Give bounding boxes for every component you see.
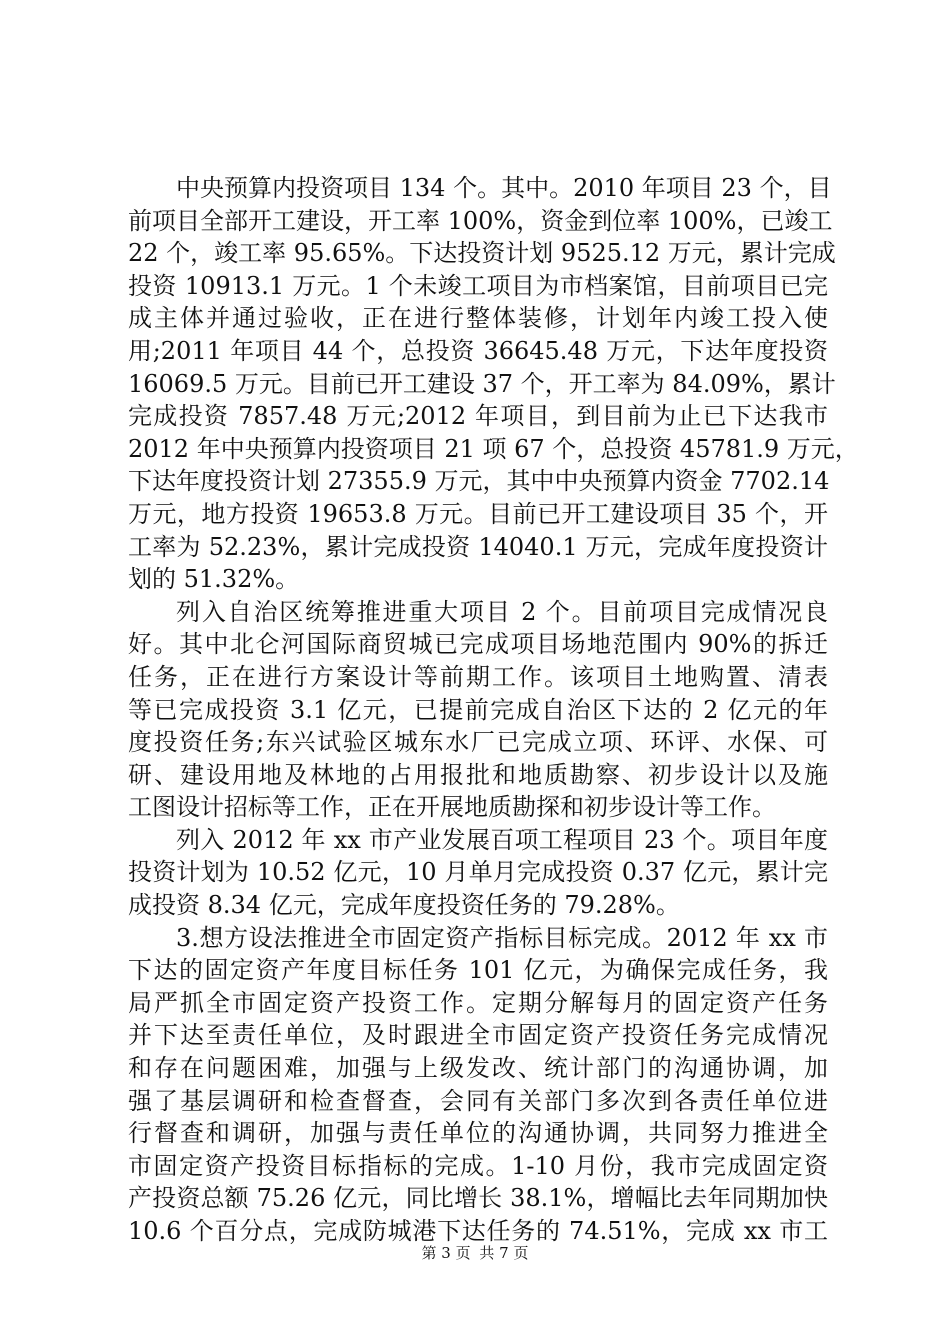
text-line: 下达年度投资计划 27355.9 万元，其中中央预算内资金 7702.14 — [128, 467, 830, 496]
text-line: 工率为 52.23%，累计完成投资 14040.1 万元，完成年度投资计 — [128, 532, 828, 561]
paragraph-fixed-assets — [128, 922, 828, 1248]
text-line: 等已完成投资 3.1 亿元，已提前完成自治区下达的 2 亿元的年 — [128, 695, 828, 724]
text-line: 成投资 8.34 亿元，完成年度投资任务的 79.28%。 — [128, 891, 680, 920]
paragraph-regional-projects — [128, 596, 828, 824]
text-line: 完成投资 7857.48 万元;2012 年项目，到目前为止已下达我市 — [128, 402, 828, 431]
text-line: 任务，正在进行方案设计等前期工作。该项目土地购置、清表 — [128, 662, 828, 691]
text-line: 中央预算内投资项目 134 个。其中。2010 年项目 23 个，目 — [176, 174, 832, 202]
document-body — [128, 172, 859, 1248]
text-line: 强了基层调研和检查督查，会同有关部门多次到各责任单位进 — [128, 1086, 828, 1115]
page-number: 第 3 页 — [421, 1244, 471, 1262]
text-line: 划的 51.32%。 — [128, 565, 300, 594]
text-line: 下达的固定资产年度目标任务 101 亿元，为确保完成任务，我 — [128, 956, 828, 985]
page-total: 共 7 页 — [479, 1244, 529, 1262]
text-line: 投资 10913.1 万元。1 个未竣工项目为市档案馆，目前项目已完 — [128, 271, 828, 300]
text-line: 前项目全部开工建设，开工率 100%，资金到位率 100%，已竣工 — [128, 206, 833, 235]
page-footer — [0, 1242, 950, 1263]
paragraph-industry-projects — [128, 824, 828, 922]
text-line: 投资计划为 10.52 亿元，10 月单月完成投资 0.37 亿元，累计完 — [128, 858, 828, 887]
text-line: 万元，地方投资 19653.8 万元。目前已开工建设项目 35 个，开 — [128, 499, 828, 528]
text-line: 市固定资产投资目标指标的完成。1-10 月份，我市完成固定资 — [128, 1151, 828, 1180]
text-line: 3.想方设法推进全市固定资产指标目标完成。2012 年 xx 市 — [176, 923, 828, 952]
text-line: 并下达至责任单位，及时跟进全市固定资产投资任务完成情况 — [128, 1021, 828, 1050]
text-line: 行督查和调研，加强与责任单位的沟通协调，共同努力推进全 — [128, 1119, 828, 1148]
text-line: 22 个，竣工率 95.65%。下达投资计划 9525.12 万元，累计完成 — [128, 239, 836, 268]
text-line: 工图设计招标等工作，正在开展地质勘探和初步设计等工作。 — [128, 793, 776, 822]
text-line: 和存在问题困难，加强与上级发改、统计部门的沟通协调，加 — [128, 1054, 828, 1083]
text-line: 度投资任务;东兴试验区城东水厂已完成立项、环评、水保、可 — [128, 728, 828, 757]
text-line: 研、建设用地及林地的占用报批和地质勘察、初步设计以及施 — [128, 760, 828, 789]
text-line: 成主体并通过验收，正在进行整体装修，计划年内竣工投入使 — [128, 304, 828, 333]
text-line: 局严抓全市固定资产投资工作。定期分解每月的固定资产任务 — [128, 988, 828, 1017]
text-line: 16069.5 万元。目前已开工建设 37 个，开工率为 84.09%，累计 — [128, 369, 836, 398]
text-line: 用;2011 年项目 44 个，总投资 36645.48 万元，下达年度投资 — [128, 336, 828, 365]
text-line: 列入自治区统筹推进重大项目 2 个。目前项目完成情况良 — [176, 597, 828, 626]
text-line: 2012 年中央预算内投资项目 21 项 67 个，总投资 45781.9 万元， — [128, 434, 859, 463]
text-line: 好。其中北仑河国际商贸城已完成项目场地范围内 90%的拆迁 — [128, 630, 828, 659]
text-line: 10.6 个百分点，完成防城港下达任务的 74.51%，完成 xx 市工 — [128, 1217, 828, 1245]
text-line: 产投资总额 75.26 亿元，同比增长 38.1%，增幅比去年同期加快 — [128, 1184, 828, 1213]
text-line: 列入 2012 年 xx 市产业发展百项工程项目 23 个。项目年度 — [176, 825, 828, 854]
paragraph-central-budget — [128, 172, 859, 596]
